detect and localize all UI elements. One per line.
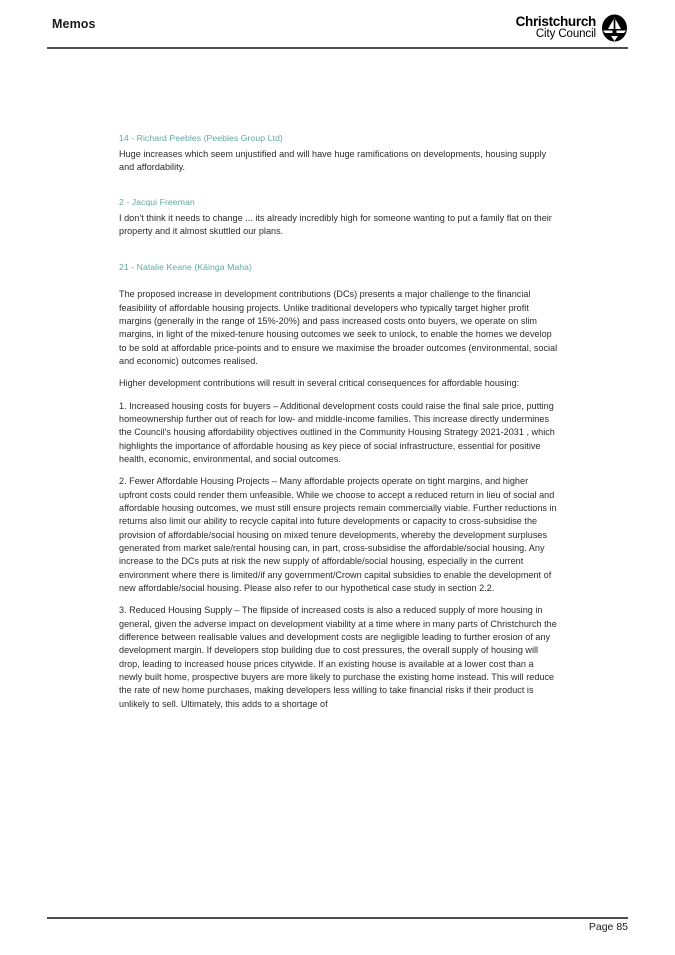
submission-paragraph-item-3: 3. Reduced Housing Supply – The flipside of increased costs is also a reduced supply of more housing in general, given the adverse impact on development viability at a time where in many parts of Christchurch the difference between realisable values and development costs are negligible leading to further erosion of any development margin. If developers stop building due to cost pressures, the overall supply of housing will drop, leading to increased house prices citywide. If an existing house is available at a lower cost than a newly built home, prospective buyers are more likely to purchase the existing home instead. This will reduce the rate of new home purchases, making developers less willing to take financial risks if their product is unlikely to sell. Ultimately, this adds to a shortage of	[119, 605, 557, 709]
footer-divider	[47, 917, 628, 919]
submission-paragraph: Higher development contributions will result in several critical consequences for affordable housing:	[119, 378, 520, 389]
page-footer	[0, 895, 675, 955]
submitter-heading: 2 - Jacqui Freeman	[119, 197, 195, 208]
submission-paragraph: The proposed increase in development contributions (DCs) presents a major challenge to the financial feasibility of affordable housing projects. Unlike traditional developers who typically target higher profit margins (generally in the range of 15%-20%) and pass increased costs onto buyers, we operate on slim margins, in light of the mixed-tenure housing outcomes we seek to unlock, to enable the homes we develop to be sold at affordable price-points and to ensure we maximise the broader outcomes (environmental, social and economic) outcomes realised.	[119, 289, 558, 366]
brand-name-line1: Christchurch	[515, 14, 596, 30]
submission-paragraph-item-2: 2. Fewer Affordable Housing Projects – Many affordable projects operate on tight margins, and higher upfront costs could render them unfeasible. While we choose to accept a reduced return in lieu of social and affordable housing outcomes, we must still ensure projects remain commercially viable. Further reductions in returns also limit our ability to recycle capital into future developments or capacity to cross-subsidise the provision of affordable/social housing on mixed tenure developments, whereby the development surpluses generated from market sale/rental housing can, in part, cross-subsidise the affordable/social housing. Any increase to the DCs puts at risk the new supply of affordable/social housing, especially in the current environment where there is limited/if any government/Crown capital subsidies to enable the development of new affordable/social housing. Please also refer to our hypothetical case study in section 2.2.	[119, 476, 557, 594]
submission-block	[119, 196, 559, 238]
submission-paragraph-item-1: 1. Increased housing costs for buyers – Additional development costs could raise the final sale price, putting homeownership further out of reach for low- and middle-income families. This increase directly undermines the Council's housing affordability objectives outlined in the Community Housing Strategy 2021-2031 , which highlights the importance of affordable housing as key piece of social infrastructure, essential for positive health, economic, environmental, and social outcomes.	[119, 400, 555, 464]
submission-paragraph: Huge increases which seem unjustified and will have huge ramifications on developments, housing supply and affordability.	[119, 148, 547, 172]
christchurch-city-council-logo	[516, 14, 628, 42]
page-title: Memos	[52, 17, 96, 31]
council-emblem-icon	[601, 14, 628, 42]
submission-block	[119, 261, 559, 712]
submitter-heading: 14 - Richard Peebles (Peebles Group Ltd)	[119, 133, 283, 143]
brand-wordmark	[516, 15, 596, 40]
document-body	[119, 132, 559, 711]
header-divider	[47, 47, 628, 49]
submitter-heading: 21 - Natalie Keane (Kāinga Maha)	[119, 261, 252, 272]
page-number: Page 85	[588, 921, 628, 933]
brand-name-line2: City Council	[535, 28, 596, 41]
submission-paragraph: I don’t think it needs to change ... its already incredibly high for someone wanting to put a family flat on their property and it almost skuttled our plans.	[119, 212, 552, 237]
page-header	[0, 0, 675, 56]
submission-block	[119, 132, 559, 174]
